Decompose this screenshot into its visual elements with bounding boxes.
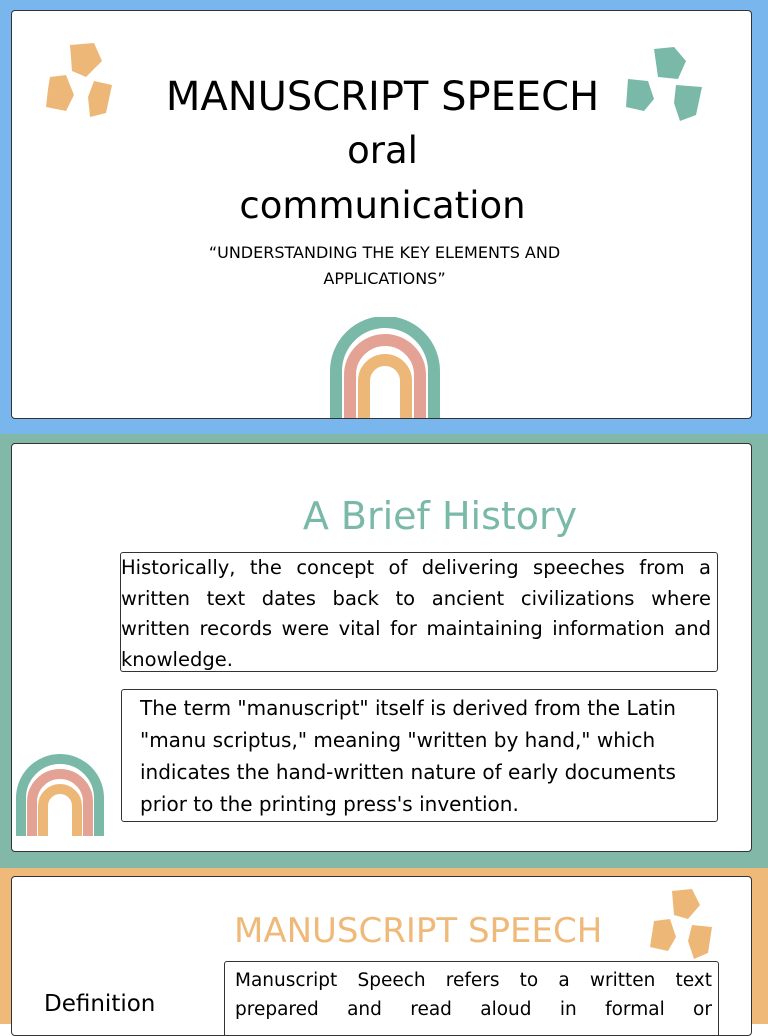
history-paragraph-2: The term "manuscript" itself is derived from the Latin "manu scriptus," meaning "written by hand," which indicates the hand-written nature of early documents prior to the printing press's invention.: [140, 696, 676, 816]
leaf-cluster-icon: [648, 887, 714, 961]
text-box: [121, 689, 718, 822]
section-heading: MANUSCRIPT SPEECH: [234, 911, 603, 951]
text-box: [224, 961, 719, 1036]
section-heading: A Brief History: [302, 494, 578, 538]
rainbow-icon: [330, 317, 440, 419]
history-paragraph-1: Historically, the concept of delivering speeches from a written text dates back to ancient civilizations where written records were vital for maintaining information and knowledge.: [121, 556, 711, 671]
slide-history: [11, 443, 752, 852]
slide-definition: [11, 876, 752, 1036]
tagline: “UNDERSTANDING THE KEY ELEMENTS AND APPLICATIONS”: [208, 243, 561, 288]
rainbow-icon: [16, 754, 104, 836]
definition-label: Definition: [44, 991, 156, 1017]
definition-text: Manuscript Speech refers to a written text prepared and read aloud in formal or: [235, 970, 712, 1020]
page-title: MANUSCRIPT SPEECH: [165, 74, 600, 120]
subtitle-line2: communication: [239, 184, 526, 227]
subtitle-line1: oral: [347, 129, 418, 172]
text-box: [120, 552, 718, 672]
slide-title: [11, 10, 752, 419]
